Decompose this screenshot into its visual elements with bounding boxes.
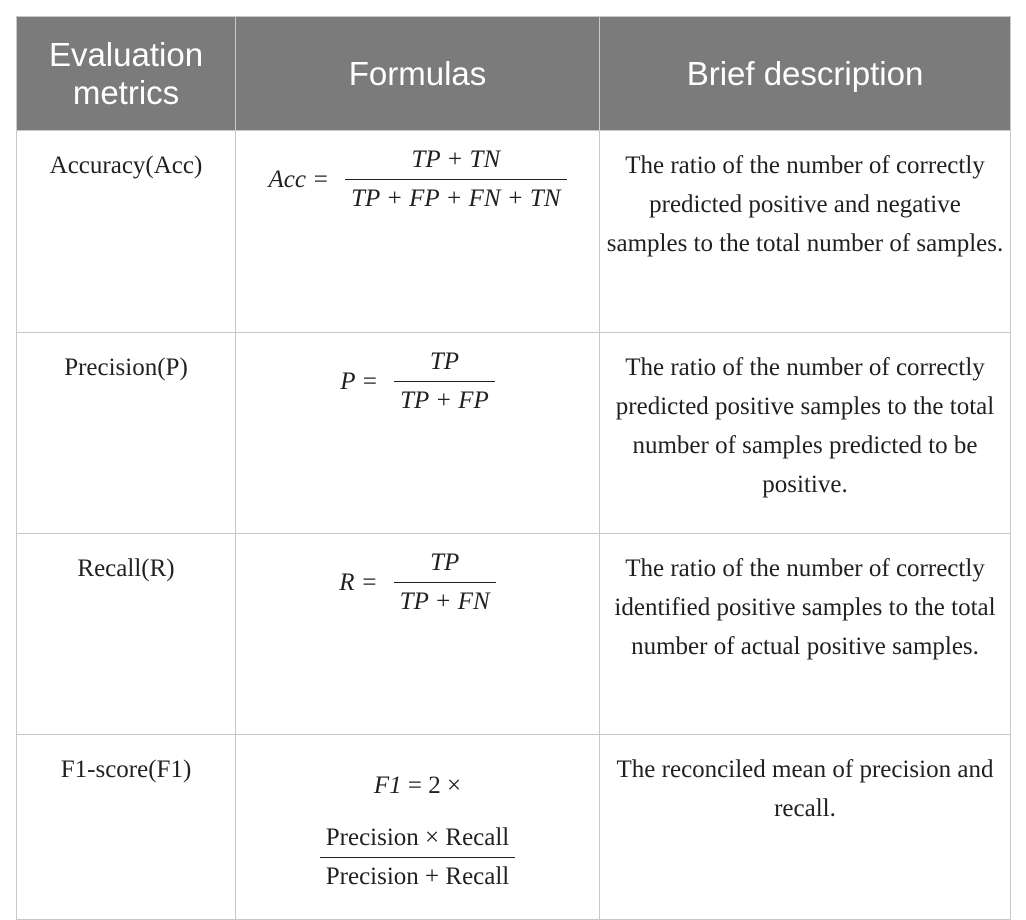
formula-cell bbox=[236, 735, 600, 920]
formula-lhs: P = bbox=[340, 368, 379, 395]
metric-description: The reconciled mean of precision and recall. bbox=[600, 735, 1011, 920]
metric-description: The ratio of the number of correctly predicted positive samples to the total number of samples predicted to be positive. bbox=[600, 333, 1011, 534]
denominator: TP + FN bbox=[399, 588, 490, 615]
numerator: Precision × Recall bbox=[325, 824, 510, 851]
metrics-table bbox=[16, 16, 1011, 920]
formula-lhs-rest: = 2 × bbox=[401, 772, 462, 799]
metric-name: Recall(R) bbox=[17, 534, 236, 735]
table-row bbox=[17, 735, 1011, 920]
formula bbox=[236, 145, 599, 214]
fraction bbox=[345, 145, 566, 214]
formula-cell bbox=[236, 131, 600, 333]
formula-cell bbox=[236, 534, 600, 735]
metric-description: The ratio of the number of correctly predicted positive and negative samples to the total number of samples. bbox=[600, 131, 1011, 333]
fraction bbox=[394, 548, 496, 617]
denominator: TP + FP + FN + TN bbox=[351, 185, 561, 212]
fraction bbox=[394, 347, 495, 416]
table-row bbox=[17, 333, 1011, 534]
header-evaluation-metrics: Evaluation metrics bbox=[17, 17, 236, 131]
formula bbox=[236, 548, 599, 617]
fraction bbox=[320, 823, 516, 892]
table-row bbox=[17, 534, 1011, 735]
numerator: TP bbox=[430, 549, 460, 576]
metric-name: Accuracy(Acc) bbox=[17, 131, 236, 333]
numerator: TP bbox=[429, 348, 460, 375]
header-brief-description: Brief description bbox=[600, 17, 1011, 131]
formula bbox=[236, 735, 599, 892]
metric-name: F1-score(F1) bbox=[17, 735, 236, 920]
table-row bbox=[17, 131, 1011, 333]
header-formulas: Formulas bbox=[236, 17, 600, 131]
formula-lhs: R = bbox=[339, 569, 378, 596]
header-row bbox=[17, 17, 1011, 131]
denominator: Precision + Recall bbox=[325, 863, 510, 890]
metric-description: The ratio of the number of correctly identified positive samples to the total number of actual positive samples. bbox=[600, 534, 1011, 735]
formula-lhs-variable: F1 bbox=[373, 772, 402, 799]
formula bbox=[236, 347, 599, 416]
denominator: TP + FP bbox=[400, 387, 489, 414]
formula-lhs: Acc = bbox=[268, 166, 330, 193]
numerator: TP + TN bbox=[411, 146, 501, 173]
formula-lhs bbox=[374, 771, 461, 801]
formula-cell bbox=[236, 333, 600, 534]
metric-name: Precision(P) bbox=[17, 333, 236, 534]
